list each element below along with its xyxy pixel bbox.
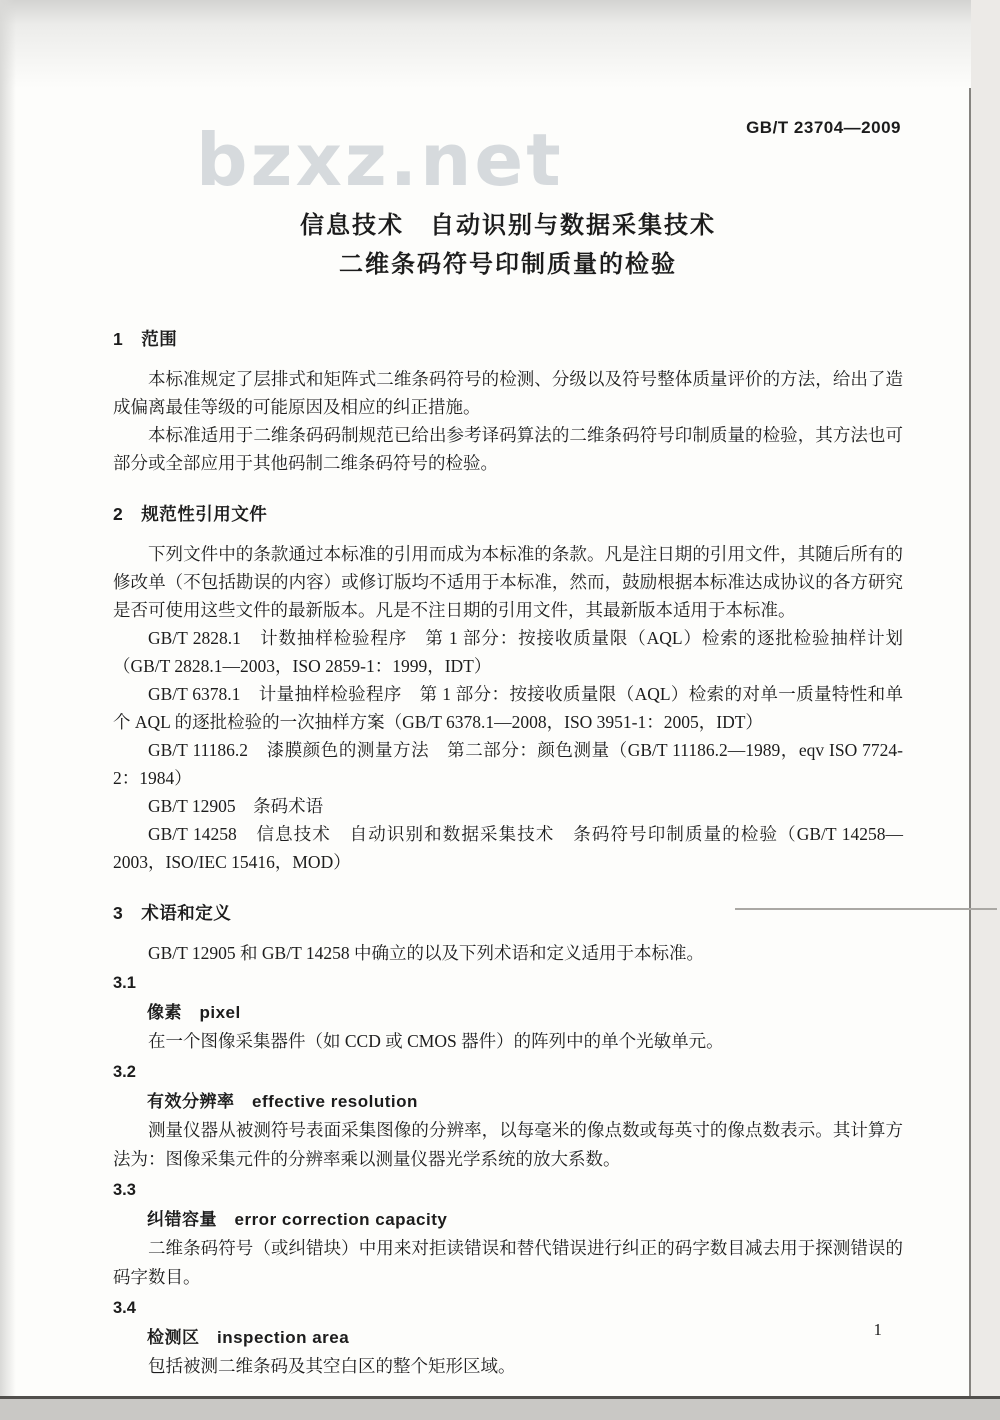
watermark: bzxz.net	[196, 118, 564, 202]
term-entry	[113, 969, 903, 1056]
document-title	[113, 206, 903, 284]
term-number: 3.1	[113, 974, 136, 992]
reference-entry: GB/T 2828.1 计数抽样检验程序 第 1 部分：按接收质量限（AQL）检索的逐批检验抽样计划（GB/T 2828.1—2003，ISO 2859-1：1999，IDT）	[113, 628, 903, 676]
reference-entry: GB/T 12905 条码术语	[148, 796, 324, 816]
reference-entry: GB/T 6378.1 计量抽样检验程序 第 1 部分：按接收质量限（AQL）检索的对单一质量特性和单个 AQL 的逐批检验的一次抽样方案（GB/T 6378.1—2008，ISO 3951-1：2005，IDT）	[113, 684, 903, 732]
term-number: 3.3	[113, 1181, 136, 1199]
term-number: 3.4	[113, 1299, 136, 1317]
term-entry	[113, 1176, 903, 1292]
term-name: 有效分辨率 effective resolution	[147, 1092, 418, 1111]
term-definition: 包括被测二维条码及其空白区的整个矩形区域。	[148, 1356, 516, 1376]
scope-paragraph-2: 本标准适用于二维条码码制规范已给出参考译码算法的二维条码符号印制质量的检验，其方法也可部分或全部应用于其他码制二维条码符号的检验。	[113, 425, 903, 473]
scan-edge-bottom-area	[0, 1399, 1000, 1420]
section-heading-terms: 3 术语和定义	[113, 903, 232, 923]
scope-paragraph-1: 本标准规定了层排式和矩阵式二维条码符号的检测、分级以及符号整体质量评价的方法，给出了造成偏离最佳等级的可能原因及相应的纠正措施。	[113, 369, 903, 417]
normative-intro: 下列文件中的条款通过本标准的引用而成为本标准的条款。凡是注日期的引用文件，其随后所有的修改单（不包括勘误的内容）或修订版均不适用于本标准，然而，鼓励根据本标准达成协议的各方研究是否可使用这些文件的最新版本。凡是不注日期的引用文件，其最新版本适用于本标准。	[113, 544, 903, 620]
term-definition: 二维条码符号（或纠错块）中用来对拒读错误和替代错误进行纠正的码字数目减去用于探测错误的码字数目。	[113, 1238, 903, 1287]
document-title-line2: 二维条码符号印制质量的检验	[339, 251, 677, 278]
terms-intro: GB/T 12905 和 GB/T 14258 中确立的以及下列术语和定义适用于本标准。	[148, 943, 704, 963]
term-definition: 测量仪器从被测符号表面采集图像的分辨率，以每毫米的像点数或每英寸的像点数表示。其计算方法为：图像采集元件的分辨率乘以测量仪器光学系统的放大系数。	[113, 1120, 903, 1169]
term-entry	[113, 1058, 903, 1174]
term-name: 像素 pixel	[147, 1003, 241, 1022]
term-number: 3.2	[113, 1063, 136, 1081]
scan-edge-bottom-line	[0, 1396, 1000, 1399]
reference-entry: GB/T 14258 信息技术 自动识别和数据采集技术 条码符号印制质量的检验（GB/T 14258—2003，ISO/IEC 15416，MOD）	[113, 824, 903, 872]
page-number: 1	[873, 1320, 882, 1339]
document-title-line1: 信息技术 自动识别与数据采集技术	[300, 212, 716, 239]
term-name: 纠错容量 error correction capacity	[147, 1210, 448, 1229]
reference-entry: GB/T 11186.2 漆膜颜色的测量方法 第二部分：颜色测量（GB/T 11186.2—1989，eqv ISO 7724-2：1984）	[113, 740, 903, 788]
section-heading-normative-references: 2 规范性引用文件	[113, 504, 268, 524]
term-entry	[113, 1294, 903, 1381]
term-name: 检测区 inspection area	[147, 1328, 350, 1347]
section-heading-scope: 1 范围	[113, 329, 178, 349]
term-definition: 在一个图像采集器件（如 CCD 或 CMOS 器件）的阵列中的单个光敏单元。	[148, 1031, 724, 1051]
standard-number: GB/T 23704—2009	[746, 118, 901, 137]
